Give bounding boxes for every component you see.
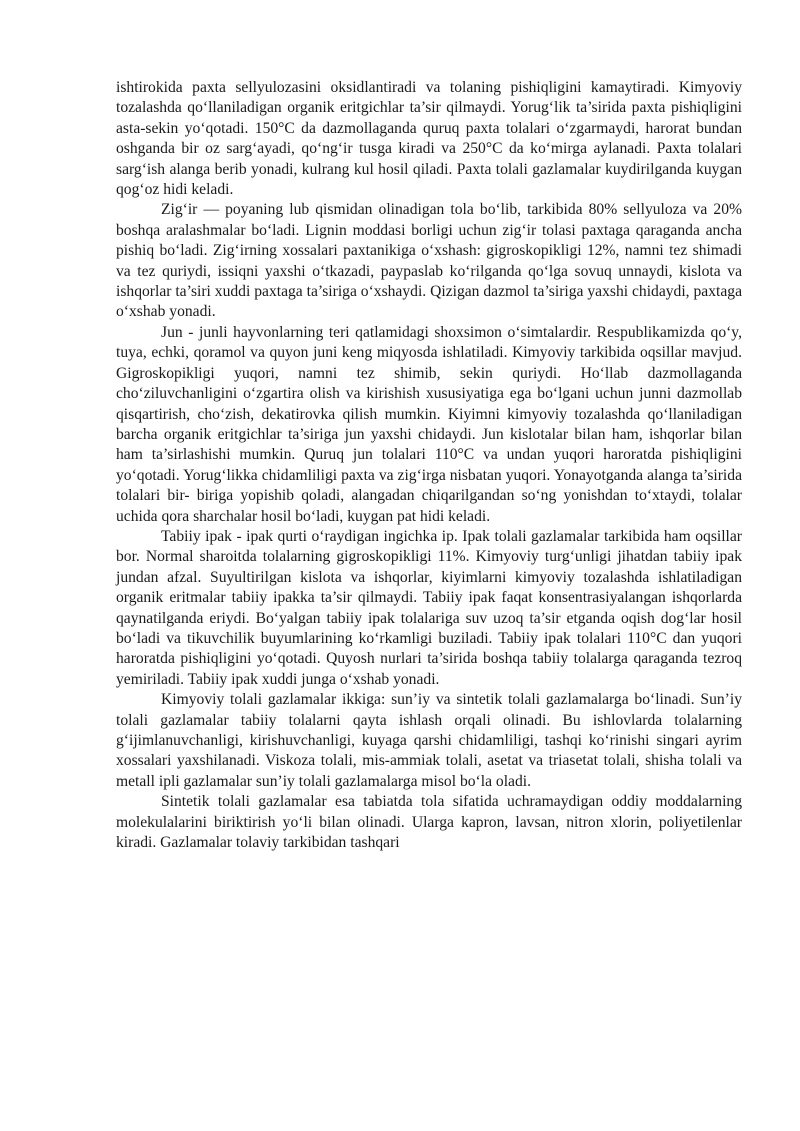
paragraph-synthetic-fibers: Sintetik tolali gazlamalar esa tabiatda tola sifatida uchramaydigan oddiy moddalarning molekulalarini biriktirish yo‘li bilan olinadi. Ularga kapron, lavsan, nitron xlorin, poliyetilenlar kiradi. Gazlamalar tolaviy tarkibidan tashqari <box>116 793 742 852</box>
paragraph-chemical-fibers: Kimyoviy tolali gazlamalar ikkiga: sun’iy va sintetik tolali gazlamalarga bo‘linadi. Sun’iy tolali gazlamalar tabiiy tolalarni qayta ishlash orqali olinadi. Bu ishlovlarda tolalarning g‘ijimlanuvchanligi, kirishuvchanligi, kuyaga qarshi chidamliligi, tashqi ko‘rinishi singari ayrim xossalari yaxshilanadi. Viskoza tolali, mis-ammiak tolali, asetat va triasetat tolali, shisha tolali va metall ipli gazlamalar sun’iy tolali gazlamalarga misol bo‘la oladi. <box>116 691 742 790</box>
document-page <box>116 78 742 853</box>
paragraph-linen: Zig‘ir — poyaning lub qismidan olinadigan tola bo‘lib, tarkibida 80% sellyuloza va 20% boshqa aralashmalar bo‘ladi. Lignin moddasi borligi uchun zig‘ir tolasi paxtaga qaraganda ancha pishiq bo‘ladi. Zig‘irning xossalari paxtanikiga o‘xshash: gigroskopikligi 12%, namni tez shimadi va tez quriydi, issiqni yaxshi o‘tkazadi, paypaslab ko‘rilganda qo‘lga sovuq unnaydi, kislota va ishqorlar ta’siri xuddi paxtaga ta’siriga o‘xshaydi. Qizigan dazmol ta’siriga yaxshi chidaydi, paxtaga o‘xshab yonadi. <box>116 201 742 321</box>
paragraph-wool: Jun - junli hayvonlarning teri qatlamidagi shoxsimon o‘simtalardir. Respublikamizda qo‘y, tuya, echki, qoramol va quyon juni keng miqyosda ishlatiladi. Kimyoviy tarkibida oqsillar mavjud. Gigroskopikligi yuqori, namni tez shimib, sekin quriydi. Ho‘llab dazmollaganda cho‘ziluvchanligini o‘zgartira olish va kirishish xususiyatiga ega bo‘lgani uchun junni dazmollab qisqartirish, cho‘zish, dekatirovka qilish mumkin. Kiyimni kimyoviy tozalashda qo‘llaniladigan barcha organik eritgichlar ta’siriga jun yaxshi chidaydi. Jun kislotalar bilan ham, ishqorlar bilan ham ta’sirlashishi mumkin. Quruq jun tolalari 110°C va undan yuqori haroratda pishiqligini yo‘qotadi. Yorug‘likka chidamliligi paxta va zig‘irga nisbatan yuqori. Yonayotganda alanga ta’sirida tolalari bir- biriga yopishib qoladi, alangadan chiqarilgandan so‘ng yonishdan to‘xtaydi, tolalar uchida qora sharchalar hosil bo‘ladi, kuygan pat hidi keladi. <box>116 323 742 525</box>
paragraph-cotton-continued: ishtirokida paxta sellyulozasini oksidlantiradi va tolaning pishiqligini kamaytiradi. Kimyoviy tozalashda qo‘llaniladigan organik eritgichlar ta’sir qilmaydi. Yorug‘lik ta’sirida paxta pishiqligini asta-sekin yo‘qotadi. 150°C da dazmollaganda quruq paxta tolalari o‘zgarmaydi, harorat bundan oshganda bir oz sarg‘ayadi, qo‘ng‘ir tusga kiradi va 250°C da ko‘mirga aylanadi. Paxta tolalari sarg‘ish alanga berib yonadi, kulrang kul hosil qiladi. Paxta tolali gazlamalar kuydirilganda kuygan qog‘oz hidi keladi. <box>116 79 742 199</box>
paragraph-silk: Tabiiy ipak - ipak qurti o‘raydigan ingichka ip. Ipak tolali gazlamalar tarkibida ham oqsillar bor. Normal sharoitda tolalarning gigroskopikligi 11%. Kimyoviy turg‘unligi jihatdan tabiiy ipak jundan afzal. Suyultirilgan kislota va ishqorlar, kiyimlarni kimyoviy tozalashda ishlatiladigan organik eritmalar tabiiy ipakka ta’sir qilmaydi. Tabiiy ipak faqat konsentrasiyalangan ishqorlarda qaynatilganda eriydi. Bo‘yalgan tabiiy ipak tolalariga suv uzoq ta’sir etganda oqish dog‘lar hosil bo‘ladi va tikuvchilik buyumlarining ko‘rkamligi buziladi. Tabiiy ipak tolalari 110°C dan yuqori haroratda pishiqligini yo‘qotadi. Quyosh nurlari ta’sirida boshqa tabiiy tolalarga qaraganda tezroq yemiriladi. Tabiiy ipak xuddi junga o‘xshab yonadi. <box>116 527 742 688</box>
